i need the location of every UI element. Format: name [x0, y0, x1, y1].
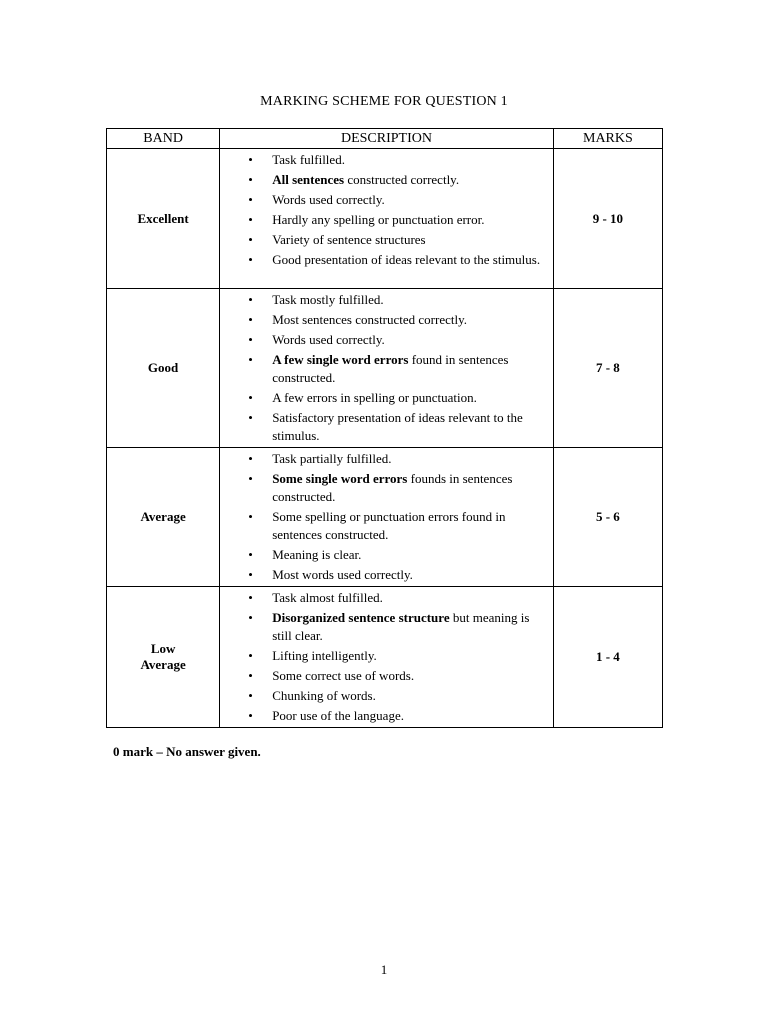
table-row: [107, 448, 663, 587]
criterion-text: Most words used correctly.: [272, 567, 413, 582]
list-item: [220, 707, 547, 725]
emphasis-text: Disorganized sentence structure: [272, 610, 450, 625]
criterion-text: Meaning is clear.: [272, 547, 362, 562]
criterion-text: Task partially fulfilled.: [272, 451, 392, 466]
marks-cell: 7 - 8: [553, 289, 662, 448]
list-item: [220, 389, 547, 407]
criterion-text: founds in sentences constructed.: [272, 471, 513, 504]
band-cell: [107, 587, 220, 728]
criterion-text: A few errors in spelling or punctuation.: [272, 390, 477, 405]
criteria-list: [220, 289, 553, 445]
description-header: DESCRIPTION: [220, 129, 554, 149]
band-label: Average: [140, 509, 186, 524]
page-number: 1: [380, 962, 388, 977]
list-item: [220, 450, 547, 468]
criterion-text: Chunking of words.: [272, 688, 376, 703]
criterion-text: found in sentences constructed.: [272, 352, 509, 385]
criterion-text: Poor use of the language.: [272, 708, 404, 723]
band-label: Excellent: [137, 210, 189, 226]
emphasis-text: All sentences: [272, 172, 345, 187]
criterion-text: Words used correctly.: [272, 192, 385, 207]
criterion-text: constructed correctly.: [344, 172, 460, 187]
criterion-text: Task almost fulfilled.: [272, 590, 383, 605]
emphasis-text: Some single word errors: [272, 471, 408, 486]
criterion-text: Task fulfilled.: [272, 152, 345, 167]
list-item: [220, 251, 547, 269]
criterion-text: but meaning is still clear.: [272, 610, 530, 643]
list-item: [220, 191, 547, 209]
band-cell: [107, 289, 220, 448]
criterion-text: Most sentences constructed correctly.: [272, 312, 468, 327]
list-item: [220, 351, 547, 387]
criterion-text: Hardly any spelling or punctuation error.: [272, 212, 485, 227]
band-label: Good: [147, 360, 179, 375]
criterion-text: Good presentation of ideas relevant to the stimulus.: [272, 252, 541, 267]
emphasis-text: A few single word errors: [272, 352, 409, 367]
table-body: [107, 149, 663, 728]
table-row: [107, 289, 663, 448]
band-header: BAND: [107, 129, 220, 149]
list-item: [220, 311, 547, 329]
list-item: [220, 589, 547, 607]
band-label: Low: [150, 641, 176, 656]
marks-cell: 9 - 10: [553, 149, 662, 289]
criterion-text: Task mostly fulfilled.: [272, 292, 384, 307]
description-cell: [220, 289, 554, 448]
description-cell: [220, 149, 554, 289]
list-item: [220, 409, 547, 445]
list-item: [220, 647, 547, 665]
list-item: [220, 291, 547, 309]
list-item: [220, 151, 547, 169]
list-item: [220, 609, 547, 645]
band-cell: [107, 448, 220, 587]
marks-header: MARKS: [553, 129, 662, 149]
criteria-list: [220, 149, 553, 269]
list-item: [220, 546, 547, 564]
table-row: [107, 587, 663, 728]
band-label: Average: [140, 657, 186, 672]
table-row: [107, 149, 663, 289]
marks-cell: 1 - 4: [553, 587, 662, 728]
description-cell: [220, 587, 554, 728]
criteria-list: [220, 587, 553, 725]
table-header-row: [107, 129, 663, 149]
criterion-text: Words used correctly.: [272, 332, 385, 347]
list-item: [220, 211, 547, 229]
list-item: [220, 331, 547, 349]
criterion-text: Some spelling or punctuation errors found in sentences constructed.: [272, 509, 506, 542]
list-item: [220, 667, 547, 685]
criterion-text: Lifting intelligently.: [272, 648, 377, 663]
criteria-list: [220, 448, 553, 584]
list-item: [220, 687, 547, 705]
criterion-text: Some correct use of words.: [272, 668, 415, 683]
list-item: [220, 508, 547, 544]
list-item: [220, 171, 547, 189]
description-cell: [220, 448, 554, 587]
band-cell: [107, 149, 220, 289]
criterion-text: Satisfactory presentation of ideas relevant to the stimulus.: [272, 410, 523, 443]
list-item: [220, 231, 547, 249]
footer-note: 0 mark – No answer given.: [113, 744, 261, 759]
marks-cell: 5 - 6: [553, 448, 662, 587]
criterion-text: Variety of sentence structures: [272, 232, 426, 247]
page-title: MARKING SCHEME FOR QUESTION 1: [260, 94, 508, 109]
marking-scheme-table: [106, 128, 663, 728]
list-item: [220, 566, 547, 584]
list-item: [220, 470, 547, 506]
